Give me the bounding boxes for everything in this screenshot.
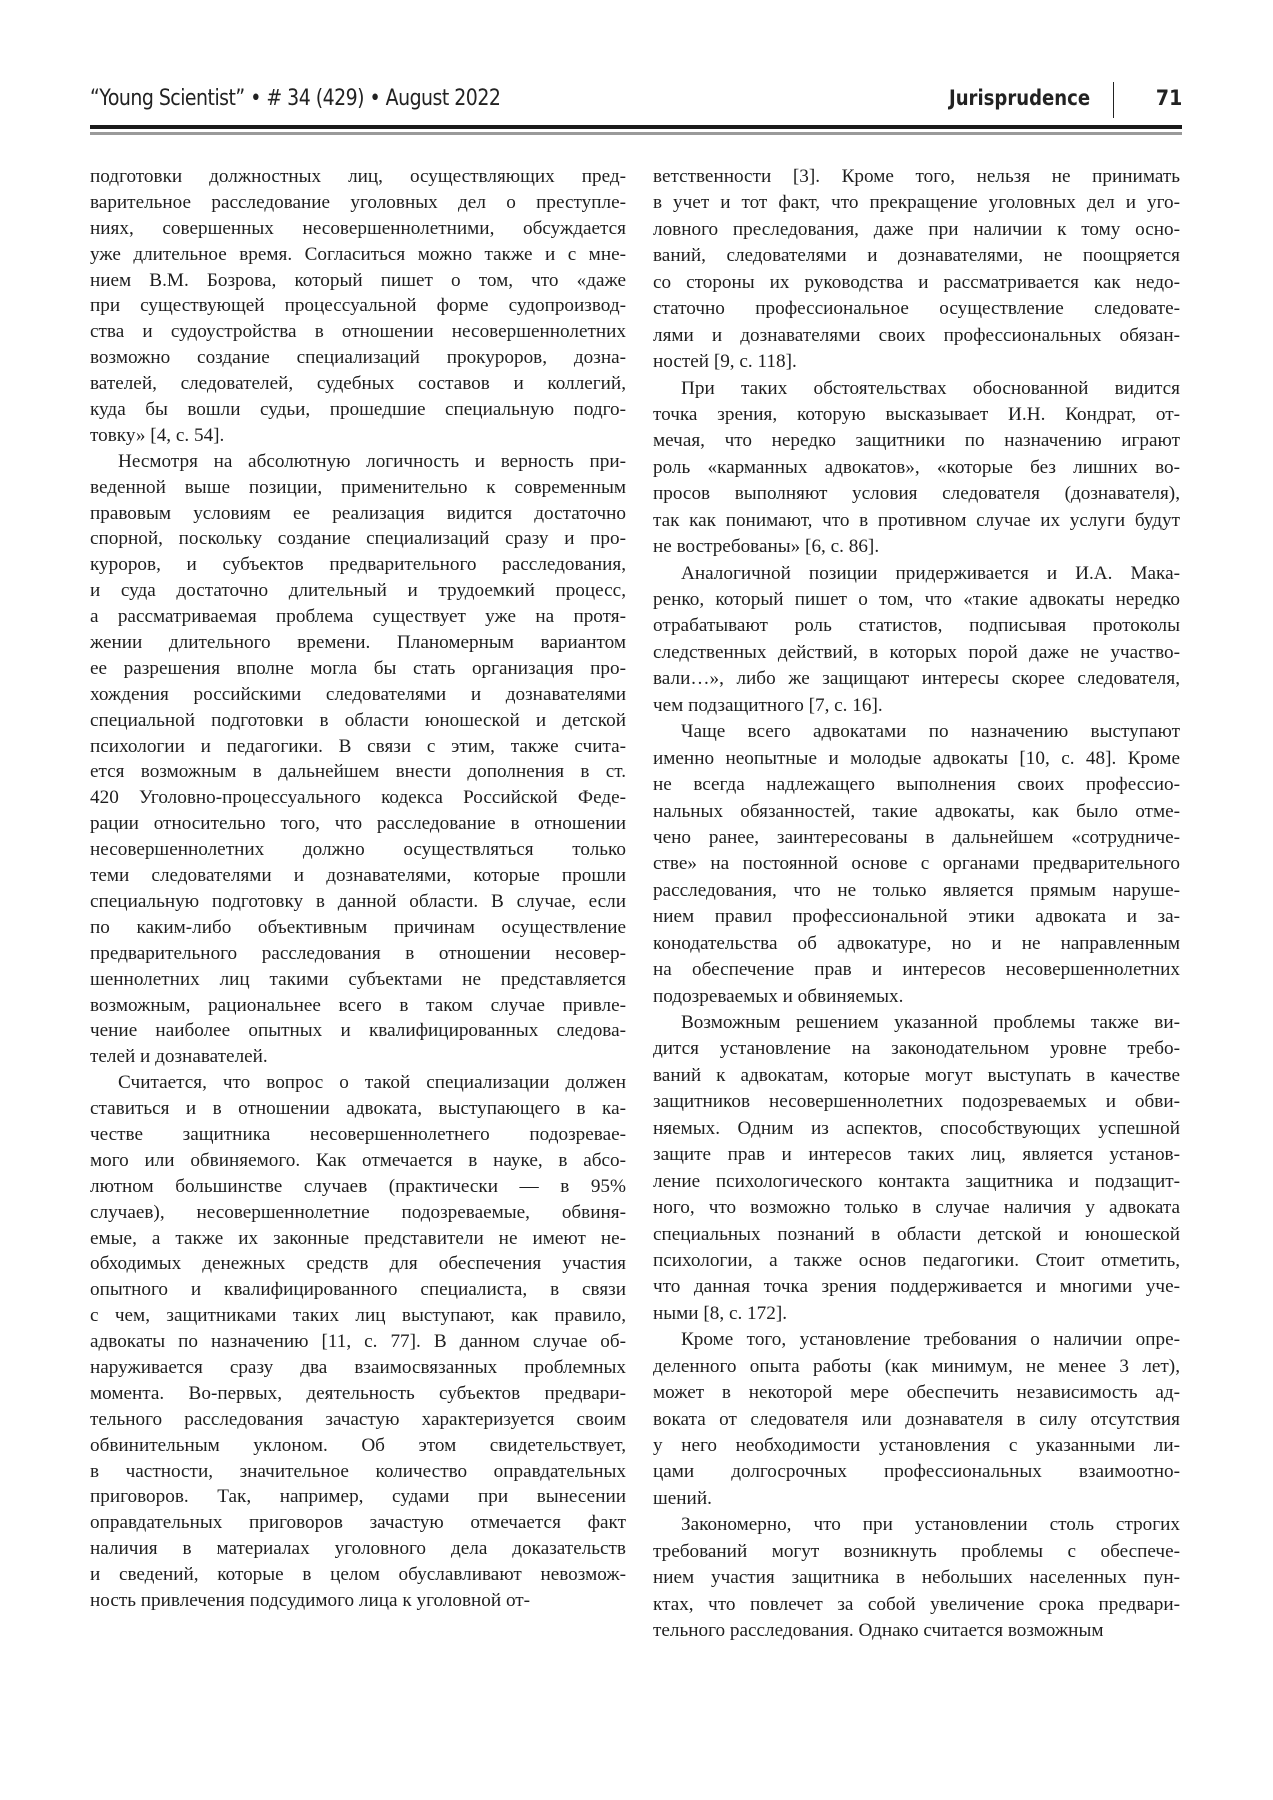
paragraph: [653, 376, 1180, 561]
text-line: момента. Во-первых, деятельность субъектов предвари-: [90, 1382, 626, 1404]
text-line: наличия в материалах уголовного дела доказательств: [90, 1538, 626, 1560]
paragraph: [653, 164, 1180, 376]
text-line: подозреваемых и обвиняемых.: [653, 985, 904, 1007]
text-line: ства и судоустройства в отношении несовершеннолетних: [90, 321, 626, 343]
text-line: дится установление на законодательном уровне требо-: [653, 1038, 1180, 1060]
paragraph: [90, 449, 626, 1070]
text-line: Аналогичной позиции придерживается и И.А. Мака-: [681, 562, 1180, 584]
paragraph: [653, 1327, 1180, 1512]
text-line: Несмотря на абсолютную логичность и верность при-: [118, 450, 626, 472]
text-line: случаев), несовершеннолетние подозреваемые, обвиня-: [90, 1201, 626, 1223]
text-line: воката от следователя или дознавателя в силу отсутствия: [653, 1408, 1180, 1430]
text-line: специальную подготовку в данной области. В случае, если: [90, 890, 626, 912]
text-line: и суда достаточно длительный и трудоемкий процесс,: [90, 580, 626, 602]
text-line: ного, что возможно только в случае наличия у адвоката: [653, 1197, 1180, 1219]
text-line: товку» [4, с. 54].: [90, 424, 225, 446]
text-line: емые, а также их законные представители не имеют не-: [90, 1227, 626, 1249]
text-line: 420 Уголовно-процессуального кодекса Российской Феде-: [90, 787, 626, 809]
text-line: При таких обстоятельствах обоснованной видится: [681, 377, 1180, 399]
text-line: ваний, следователями и дознавателями, не поощряется: [653, 245, 1180, 267]
text-line: теми следователями и дознавателями, которые прошли: [90, 865, 626, 887]
text-line: на обеспечение прав и интересов несовершеннолетних: [653, 959, 1180, 981]
text-line: просов выполняют условия следователя (дознавателя),: [653, 483, 1180, 505]
text-line: адвокаты по назначению [11, с. 77]. В данном случае об-: [90, 1331, 626, 1353]
text-line: нием участия защитника в небольших населенных пун-: [653, 1567, 1180, 1589]
text-line: ктах, что повлечет за собой увеличение срока предвари-: [653, 1593, 1180, 1615]
text-line: не всегда надлежащего выполнения своих профессио-: [653, 774, 1180, 796]
text-line: несовершеннолетних должно осуществляться только: [90, 839, 626, 861]
header-rule-thick: [90, 125, 1182, 129]
text-line: ставиться и в отношении адвоката, выступающего в ка-: [90, 1098, 626, 1120]
text-line: возможно создание специализаций прокуроров, дозна-: [90, 347, 626, 369]
text-line: ветственности [3]. Кроме того, нельзя не принимать: [653, 166, 1180, 187]
text-line: ление психологического контакта защитника и подзащит-: [653, 1170, 1180, 1192]
text-line: специальной подготовки в области юношеской и детской: [90, 709, 626, 731]
text-line: следственных действий, в которых порой даже не участво-: [653, 641, 1180, 663]
text-line: Возможным решением указанной проблемы также ви-: [681, 1012, 1180, 1033]
text-line: ниях, совершенных несовершеннолетними, обсуждается: [90, 217, 626, 239]
text-line: отрабатывают роль статистов, подписывая протоколы: [653, 615, 1180, 637]
text-line: правовым условиям ее реализация видится достаточно: [90, 502, 626, 524]
text-line: варительное расследование уголовных дел о преступле-: [90, 191, 626, 213]
text-line: ваний к адвокатам, которые могут выступать в качестве: [653, 1064, 1180, 1086]
text-line: вали…», либо же защищают интересы скорее следователя,: [653, 668, 1180, 690]
text-line: расследования, что не только является прямым наруше-: [653, 879, 1180, 901]
paragraph: [90, 164, 626, 449]
text-line: а рассматриваемая проблема существует уже на протя-: [90, 606, 626, 628]
text-line: статочно профессиональное осуществление следовате-: [653, 298, 1180, 320]
text-line: стве» на постоянной основе с органами предварительного: [653, 853, 1180, 875]
text-line: хождения российскими следователями и дознавателями: [90, 683, 626, 705]
text-line: ее разрешения вполне могла бы стать организация про-: [90, 657, 626, 679]
text-line: Чаще всего адвокатами по назначению выступают: [681, 721, 1180, 743]
text-line: няемых. Одним из аспектов, способствующих успешной: [653, 1117, 1180, 1139]
text-line: мечая, что нередко защитники по назначению играют: [653, 430, 1180, 452]
text-line: со стороны их руководства и рассматривается как недо-: [653, 271, 1180, 293]
text-line: у него необходимости установления с указанными ли-: [653, 1435, 1180, 1456]
text-line: Закономерно, что при установлении столь строгих: [681, 1514, 1180, 1536]
text-line: конодательства об адвокатуре, но и не направленным: [653, 932, 1180, 954]
text-line: честве защитника несовершеннолетнего подозревае-: [90, 1123, 626, 1145]
text-line: ется возможным в дальнейшем внести дополнения в ст.: [90, 761, 626, 783]
text-line: защите прав и интересов таких лиц, является установ-: [653, 1144, 1180, 1166]
text-line: и сведений, которые в целом обуславливают невозмож-: [90, 1564, 626, 1586]
text-line: подготовки должностных лиц, осуществляющих пред-: [90, 166, 626, 187]
text-line: деленного опыта работы (как минимум, не менее 3 лет),: [653, 1355, 1180, 1377]
text-line: точка зрения, которую высказывает И.Н. Кондрат, от-: [653, 403, 1180, 425]
text-line: телей и дознавателей.: [90, 1046, 268, 1068]
paragraph: [90, 1070, 626, 1614]
text-line: куда бы вошли судьи, прошедшие специальную подго-: [90, 399, 626, 421]
text-line: психологии, а также основ педагогики. Стоит отметить,: [653, 1249, 1180, 1271]
text-line: возможным, рациональнее всего в таком случае привле-: [90, 994, 626, 1016]
paragraph: [653, 1512, 1180, 1644]
text-line: тельного расследования. Однако считается возможным: [653, 1620, 1104, 1642]
text-line: нием В.М. Бозрова, который пишет о том, что «даже: [90, 269, 626, 291]
text-line: предварительного расследования в отношении несовер-: [90, 942, 626, 964]
text-line: опытного и квалифицированного специалиста, в связи: [90, 1279, 626, 1301]
text-line: шений.: [653, 1487, 712, 1509]
text-line: лями и дознавателями своих профессиональных обязан-: [653, 324, 1180, 346]
running-header: [90, 82, 1182, 122]
text-line: мого или обвиняемого. Как отмечается в науке, в абсо-: [90, 1149, 626, 1171]
text-line: в частности, значительное количество оправдательных: [90, 1460, 626, 1482]
text-line: обходимых денежных средств для обеспечения участия: [90, 1253, 626, 1275]
text-line: защитников несовершеннолетних подозреваемых и обви-: [653, 1091, 1180, 1113]
header-separator: [1113, 82, 1114, 118]
text-line: куроров, и субъектов предварительного расследования,: [90, 554, 626, 576]
text-line: что данная точка зрения поддерживается и многими уче-: [653, 1276, 1180, 1298]
right-text-column: [653, 164, 1180, 1645]
text-line: так как понимают, что в противном случае их услуги будут: [653, 509, 1180, 531]
text-line: обвинительным уклоном. Об этом свидетельствует,: [90, 1434, 626, 1456]
journal-issue-label: “Young Scientist” • # 34 (429) • August 2022: [90, 86, 501, 111]
page-number: 71: [1155, 86, 1182, 110]
text-line: Кроме того, установление требования о наличии опре-: [681, 1329, 1180, 1351]
text-line: приговоров. Так, например, судами при вынесении: [90, 1486, 626, 1508]
text-line: веденной выше позиции, применительно к современным: [90, 476, 626, 498]
text-line: чем подзащитного [7, с. 16].: [653, 694, 883, 716]
text-line: может в некоторой мере обеспечить независимость ад-: [653, 1382, 1180, 1404]
paragraph: [653, 1010, 1180, 1327]
text-line: психологии и педагогики. В связи с этим, также счита-: [90, 735, 626, 757]
text-line: ловного преследования, даже при наличии к тому осно-: [653, 218, 1180, 240]
text-line: при существующей процессуальной форме судопроизвод-: [90, 295, 626, 317]
paragraph: [653, 561, 1180, 720]
text-line: нальных обязанностей, такие адвокаты, как было отме-: [653, 800, 1180, 822]
text-line: ность привлечения подсудимого лица к уголовной от-: [90, 1589, 531, 1611]
text-line: в учет и тот факт, что прекращение уголовных дел и уго-: [653, 192, 1180, 214]
text-line: чено ранее, заинтересованы в дальнейшем «сотрудниче-: [653, 826, 1180, 848]
text-line: тельного расследования зачастую характеризуется своим: [90, 1408, 626, 1430]
text-line: роль «карманных адвокатов», «которые без лишних во-: [653, 456, 1180, 478]
text-line: спорной, поскольку создание специализаций сразу и про-: [90, 528, 626, 550]
text-line: рации относительно того, что расследование в отношении: [90, 813, 626, 835]
text-line: специальных познаний в области детской и юношеской: [653, 1223, 1180, 1245]
text-line: цами долгосрочных профессиональных взаимоотно-: [653, 1461, 1180, 1483]
text-line: жении длительного времени. Планомерным вариантом: [90, 632, 626, 654]
paragraph: [653, 719, 1180, 1010]
section-title: Jurisprudence: [948, 86, 1090, 110]
header-rule-thin: [90, 132, 1182, 135]
text-line: вателей, следователей, судебных составов и коллегий,: [90, 373, 626, 395]
text-line: наруживается сразу два взаимосвязанных проблемных: [90, 1356, 626, 1378]
text-line: с чем, защитниками таких лиц выступают, как правило,: [90, 1305, 626, 1327]
text-line: по каким-либо объективным причинам осуществление: [90, 916, 626, 938]
text-line: ными [8, с. 172].: [653, 1302, 788, 1324]
text-line: ренко, который пишет о том, что «такие адвокаты нередко: [653, 589, 1180, 610]
text-line: Считается, что вопрос о такой специализации должен: [118, 1072, 626, 1094]
text-line: лютном большинстве случаев (практически — в 95%: [90, 1175, 626, 1197]
text-line: именно неопытные и молодые адвокаты [10, с. 48]. Кроме: [653, 747, 1180, 769]
text-line: оправдательных приговоров зачастую отмечается факт: [90, 1512, 626, 1534]
text-line: нием правил профессиональной этики адвоката и за-: [653, 906, 1180, 928]
text-line: чение наиболее опытных и квалифицированных следова-: [90, 1020, 626, 1042]
text-line: требований могут возникнуть проблемы с обеспече-: [653, 1540, 1180, 1562]
left-text-column: [90, 164, 626, 1614]
text-line: не востребованы» [6, с. 86].: [653, 536, 880, 558]
text-line: ностей [9, с. 118].: [653, 351, 797, 373]
text-line: уже длительное время. Согласиться можно также и с мне-: [90, 243, 626, 265]
text-line: шеннолетних лиц такими субъектами не представляется: [90, 968, 626, 990]
